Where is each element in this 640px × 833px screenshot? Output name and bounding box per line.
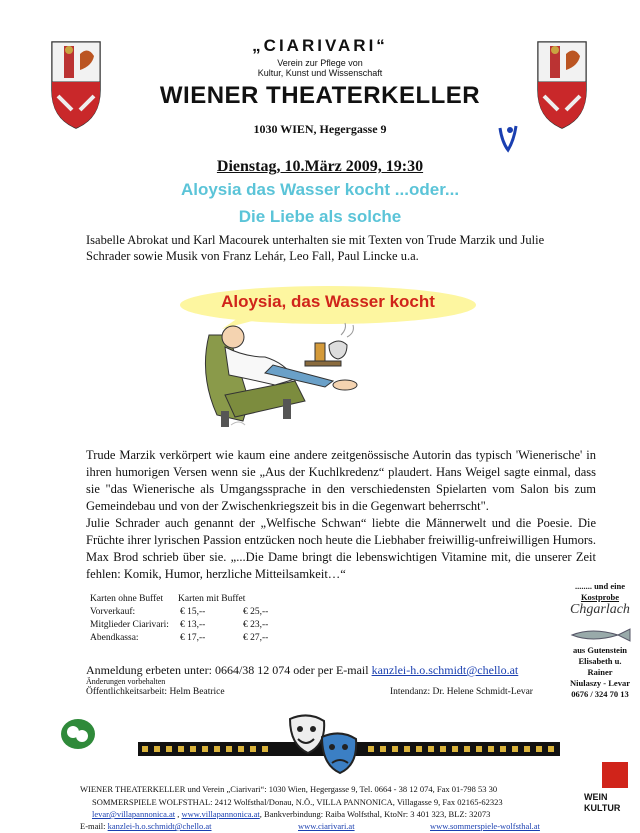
price-no-buffet: € 13,-- — [180, 620, 206, 630]
fish-icon — [570, 628, 632, 642]
side-origin: aus Gutenstein — [572, 645, 628, 655]
side-surname: Niulaszy - Levar — [570, 678, 630, 688]
footer-villa-website-link[interactable]: www.villapannonica.at — [181, 809, 260, 819]
price-with-buffet: € 27,-- — [243, 633, 269, 643]
coat-of-arms-right-icon — [536, 40, 588, 130]
contact-anmeldung: Anmeldung erbeten unter: 0664/38 12 074 oder per E-mail — [86, 663, 369, 677]
org-name: „CIARIVARI“ — [252, 36, 388, 55]
price-label: Mitglieder Ciarivari: — [90, 620, 169, 630]
footer-line-2: SOMMERSPIELE WOLFSTHAL: 2412 Wolfsthal/Donau, N.Ö., VILLA PANNONICA, Villagasse 9, Fax 02165-62323 — [92, 797, 503, 807]
masks-badge-icon — [60, 718, 96, 750]
footer-sommerspiele-website-link[interactable]: www.sommerspiele-wolfsthal.at — [430, 821, 540, 831]
price-with-buffet: € 23,-- — [243, 620, 269, 630]
footer-ciarivari-website-link[interactable]: www.ciarivari.at — [298, 821, 355, 831]
side-kostprobe: Kostprobe — [580, 592, 620, 602]
price-label: Vorverkauf: — [90, 607, 136, 617]
footer-line-1: WIENER THEATERKELLER und Verein „Ciarivari“: 1030 Wien, Hegergasse 9, Tel. 0664 - 38 12 074, Fax 01-798 53 30 — [80, 784, 498, 794]
theater-masks-icon — [286, 713, 362, 783]
price-no-buffet: € 15,-- — [180, 607, 206, 617]
footer-email-label: E-mail: — [80, 821, 108, 831]
side-signature: Chgarlach — [570, 602, 630, 617]
wein-kultur-logo — [584, 762, 630, 818]
side-phone: 0676 / 324 70 13 — [571, 689, 629, 699]
prices-header-with-buffet: Karten mit Buffet — [178, 594, 246, 604]
side-name-1: Elisabeth u. — [578, 656, 622, 666]
event-intro-line1: Isabelle Abrokat und Karl Macourek unterhalten sie mit Texten von Trude Marzik und Julie — [86, 233, 545, 247]
footer-bank-details: , Bankverbindung: Raiba Wolfsthal, KtoNr: 3 401 323, BLZ: 32073 — [259, 809, 491, 819]
side-intro: ........ und eine — [574, 581, 626, 591]
event-title-line2: Die Liebe als solche — [238, 207, 402, 226]
price-no-buffet: € 17,-- — [180, 633, 206, 643]
contact-line — [86, 663, 518, 678]
event-date: Dienstag, 10.März 2009, 19:30 — [216, 158, 424, 175]
body-paragraph-marzik: Trude Marzik verkörpert wie kaum eine andere zeitgenössische Autorin das typisch 'Wienerische' in ihren humorigen Versen wenn sie „Aus der Kuchlkredenz“ plaudert. Hans Weigel sagte einmal, dass sie "das Wienerische als Umgangssprache in den verschiedensten Spielarten vom Salon bis zum Gemeindebau und von der Zwischenkriegszeit bis in die Gegenwart beherrscht". — [86, 448, 596, 513]
ciarivari-logo-icon — [494, 122, 524, 158]
prices-header-no-buffet: Karten ohne Buffet — [90, 594, 164, 604]
price-label: Abendkassa: — [90, 633, 139, 643]
footer-line-3 — [92, 809, 562, 819]
venue-name: WIENER THEATERKELLER — [159, 82, 481, 109]
footer-email-line — [80, 821, 212, 831]
wein-kultur-text-2: KULTUR — [584, 803, 621, 813]
body-paragraph-schrader: Julie Schrader auch genannt der „Welfische Schwan“ liebte die Männerwelt und die Poesie. Die Früchte ihrer lyrischen Passion entzücken noch heute die Liebhaber freiwillig-unfreiwilligen Humors. Max Brod schrieb über sie. „...Die Dame bringt die lebenswichtigen Vitamine mit, die unserer Zeit fehlen: Komik, Humor, herzliche Mitteilsamkeit…“ — [86, 516, 596, 581]
org-subtitle-2: Kultur, Kunst und Wissenschaft — [257, 68, 383, 78]
venue-address: 1030 WIEN, Hegergasse 9 — [253, 122, 387, 136]
contact-email-link[interactable]: kanzlei-h.o.schmidt@chello.at — [371, 663, 519, 677]
event-intro-line2: Schrader sowie Musik von Franz Lehár, Leo Fall, Paul Lincke u.a. — [86, 249, 419, 263]
side-name-2: Rainer — [587, 667, 613, 677]
price-with-buffet: € 25,-- — [243, 607, 269, 617]
contact-intendanz: Intendanz: Dr. Helene Schmidt-Levar — [390, 687, 533, 697]
footer-email-link[interactable]: kanzlei-h.o.schmidt@chello.at — [107, 821, 212, 831]
wein-kultur-text-1: WEIN — [584, 792, 608, 802]
org-subtitle-1: Verein zur Pflege von — [277, 58, 363, 68]
contact-changes-note: Änderungen vorbehalten — [86, 677, 166, 686]
footer-villa-email-link[interactable]: levar@villapannonica.at — [92, 809, 176, 819]
event-title-line1: Aloysia das Wasser kocht ...oder... — [180, 180, 460, 199]
coat-of-arms-left-icon — [50, 40, 102, 130]
cartoon-man-armchair-illustration — [195, 315, 375, 430]
contact-public-relations: Öffentlichkeitsarbeit: Helm Beatrice — [86, 687, 225, 697]
footer-separator: , — [175, 809, 182, 819]
speech-bubble-text: Aloysia, das Wasser kocht — [221, 292, 435, 311]
